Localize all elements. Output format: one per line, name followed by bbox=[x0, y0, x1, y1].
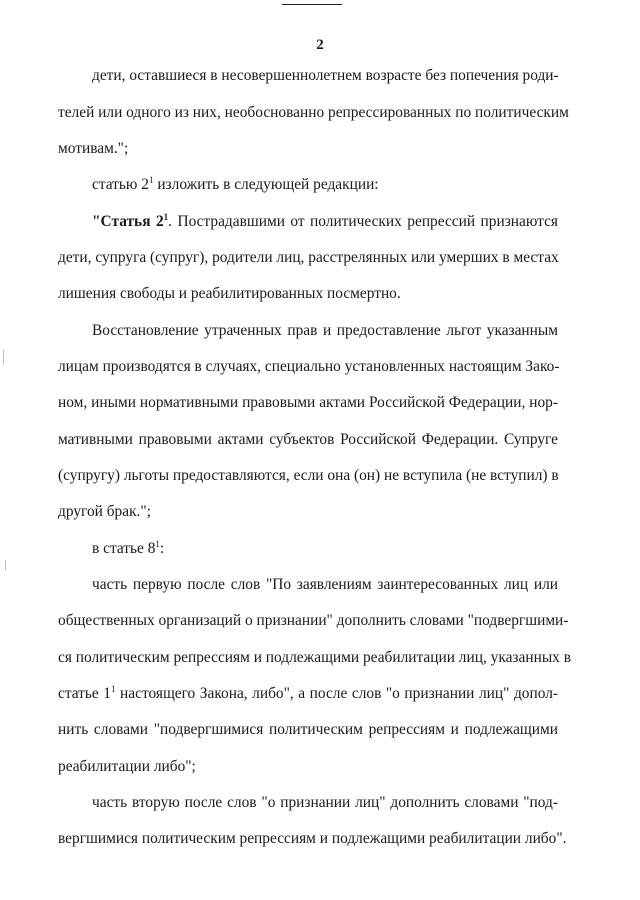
text-segment: вергшимися политическим репрессиям и подлежащими реабилитации либо". bbox=[58, 830, 567, 847]
text-line bbox=[58, 502, 558, 522]
text-segment: лицам производятся в случаях, специально установленных настоящим Зако- bbox=[58, 358, 560, 375]
text-line bbox=[58, 430, 558, 450]
text-line bbox=[58, 648, 571, 668]
text-segment: телей или одного из них, необоснованно репрессированных по политическим bbox=[58, 104, 569, 121]
text-segment: ся политическим репрессиям и подлежащими реабилитации лиц, указанных в bbox=[58, 649, 571, 666]
text-line bbox=[58, 720, 558, 740]
text-segment: дети, супруга (супруг), родители лиц, расстрелянных или умерших в местах bbox=[58, 249, 559, 266]
text-line bbox=[58, 357, 558, 377]
text-segment: : bbox=[159, 540, 165, 557]
page-number: 2 bbox=[316, 37, 324, 53]
text-line bbox=[92, 175, 592, 195]
text-line bbox=[58, 284, 558, 304]
text-line bbox=[58, 611, 569, 631]
text-line bbox=[58, 829, 567, 849]
text-line bbox=[58, 466, 558, 486]
text-line bbox=[58, 393, 558, 413]
superscript: 1 bbox=[111, 684, 116, 694]
text-segment: реабилитации либо"; bbox=[58, 758, 196, 775]
text-segment: настоящего Закона, либо", а после слов "о признании лиц" допол- bbox=[115, 685, 558, 702]
text-segment: часть первую после слов "По заявлениям заинтересованных лиц или bbox=[92, 576, 558, 593]
text-segment: . Пострадавшими от политических репрессий признаются bbox=[168, 213, 558, 230]
text-line bbox=[58, 757, 558, 777]
scan-mark bbox=[5, 560, 6, 570]
top-rule bbox=[282, 4, 342, 5]
superscript: 1 bbox=[163, 212, 169, 222]
text-line bbox=[58, 139, 558, 159]
text-segment: мотивам."; bbox=[58, 140, 129, 157]
text-segment: мативными правовыми актами субъектов Российской Федерации. Супруге bbox=[58, 431, 558, 448]
text-line bbox=[92, 539, 592, 559]
text-segment: Восстановление утраченных прав и предоставление льгот указанным bbox=[92, 322, 558, 339]
text-line bbox=[92, 321, 558, 341]
text-segment: в статье 8 bbox=[92, 540, 156, 557]
text-line bbox=[92, 575, 558, 595]
superscript: 1 bbox=[148, 175, 154, 185]
text-line bbox=[92, 793, 558, 813]
scan-mark bbox=[3, 350, 4, 364]
text-line bbox=[58, 684, 558, 704]
text-segment: (супругу) льготы предоставляются, если она (он) не вступила (не вступил) в bbox=[58, 467, 559, 484]
text-segment: лишения свободы и реабилитированных посмертно. bbox=[58, 285, 401, 302]
text-segment: общественных организаций о признании" дополнить словами "подвергшими- bbox=[58, 612, 569, 629]
text-segment: ном, иными нормативными правовыми актами Российской Федерации, нор- bbox=[58, 394, 558, 411]
text-segment: статье 1 bbox=[58, 685, 111, 702]
text-segment: статью 2 bbox=[92, 176, 149, 193]
text-segment: нить словами "подвергшимися политическим репрессиям и подлежащими bbox=[58, 721, 558, 738]
superscript: 1 bbox=[155, 539, 160, 549]
text-segment: другой брак."; bbox=[58, 503, 151, 520]
article-heading: "Статья 2 bbox=[92, 213, 164, 230]
text-line bbox=[92, 212, 558, 232]
text-segment: дети, оставшиеся в несовершеннолетнем возрасте без попечения роди- bbox=[92, 67, 559, 84]
text-segment: часть вторую после слов "о признании лиц" дополнить словами "под- bbox=[92, 794, 558, 811]
text-line bbox=[58, 248, 558, 268]
text-line bbox=[58, 103, 569, 123]
text-line bbox=[92, 66, 558, 86]
text-segment: изложить в следующей редакции: bbox=[153, 176, 379, 193]
